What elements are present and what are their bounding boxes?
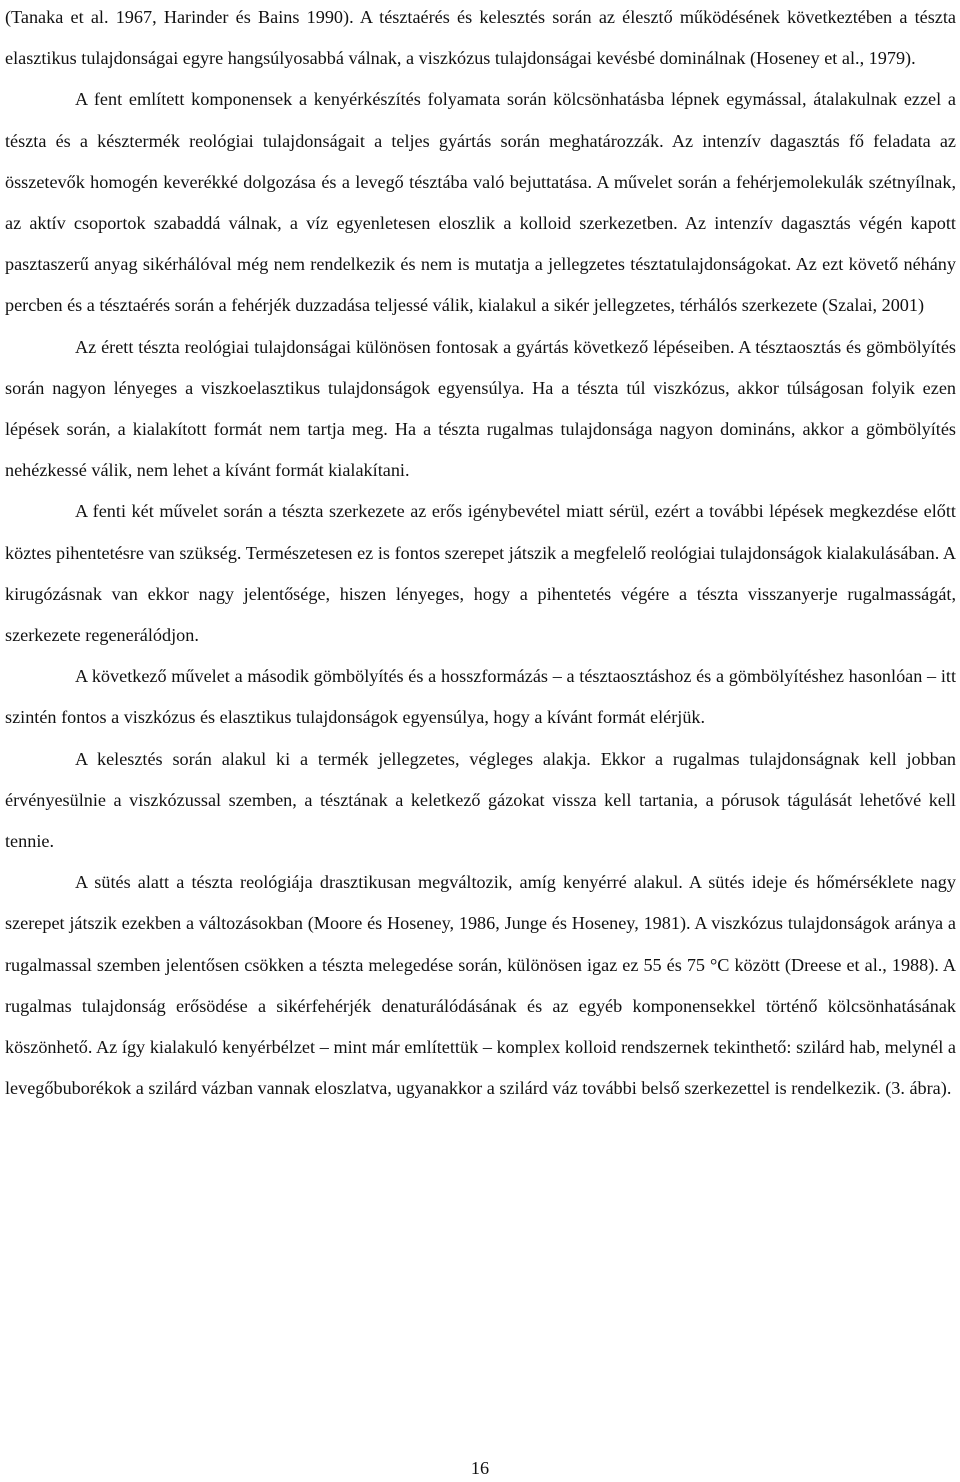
- paragraph-proofing: A kelesztés során alakul ki a termék jellegzetes, végleges alakja. Ekkor a rugalmas tulajdonságnak kell jobban érvényesülnie a viszkózussal szemben, a tésztának a keletkező gázokat vissza kell tartania, a pórusok tágulását lehetővé kell tennie.: [5, 748, 956, 852]
- paragraph-resting: A fenti két művelet során a tészta szerkezete az erős igénybevétel miatt sérül, ezért a további lépések megkezdése előtt köztes pihentetésre van szükség. Természetesen ez is fontos szerepet játszik a megfelelő reológiai tulajdonságok kialakulásában. A kirugózásnak van ekkor nagy jelentősége, hiszen lényeges, hogy a pihentetés végére a tészta visszanyerje rugalmasságát, szerkezete regenerálódjon.: [5, 501, 957, 646]
- paragraph-dividing-rounding: Az érett tészta reológiai tulajdonságai különösen fontosak a gyártás következő lépéseiben. A tésztaosztás és gömbölyítés során nagyon lényeges a viszkoelasztikus tulajdonságok egyensúlya. Ha a tészta túl viszkózus, akkor túlságosan folyik ezen lépések során, a kialakított formát nem tartja meg. Ha a tészta rugalmas tulajdonsága nagyon domináns, akkor a gömbölyítés nehézkessé válik, nem lehet a kívánt formát kialakítani.: [5, 336, 956, 481]
- paragraph-baking: A sütés alatt a tészta reológiája drasztikusan megváltozik, amíg kenyérré alakul. A sütés ideje és hőmérséklete nagy szerepet játszik ezekben a változásokban (Moore és Hoseney, 1986, Junge és Hoseney, 1981). A viszkózus tulajdonságok aránya a rugalmassal szemben jelentősen csökken a tészta melegedése során, különösen igaz ez 55 és 75 °C között (Dreese et al., 1988). A rugalmas tulajdonság erősödése a sikérfehérjék denaturálódásának és az egyéb komponensekkel történő kölcsönhatásának köszönhető. Az így kialakuló kenyérbélzet – mint már említettük – komplex kolloid rendszernek tekinthető: szilárd hab, melynél a levegőbuborékok a szilárd vázban vannak eloszlatva, ugyanakkor a szilárd váz további belső szerkezettel is rendelkezik. (3. ábra).: [5, 872, 956, 1099]
- paragraph-moulding: A következő művelet a második gömbölyítés és a hosszformázás – a tésztaosztáshoz és a gömbölyítéshez hasonlóan – itt szintén fontos a viszkózus és elasztikus tulajdonságok egyensúlya, hogy a kívánt formát elérjük.: [5, 666, 956, 728]
- paragraph-kneading: A fent említett komponensek a kenyérkészítés folyamata során kölcsönhatásba lépnek egymással, átalakulnak ezzel a tészta és a késztermék reológiai tulajdonságait a teljes gyártás során meghatározzák. Az intenzív dagasztás fő feladata az összetevők homogén keverékké dolgozása és a levegő tésztába való bejuttatása. A művelet során a fehérjemolekulák szétnyílnak, az aktív csoportok szabaddá válnak, a víz egyenletesen eloszlik a kolloid szerkezetben. Az intenzív dagasztás végén kapott pasztaszerű anyag sikérhálóval még nem rendelkezik és nem is mutatja a jellegzetes tésztatulajdonságokat. Az ezt követő néhány percben és a tésztaérés során a fehérjék duzzadása teljessé válik, kialakul a sikér jellegzetes, térhálós szerkezete (Szalai, 2001): [5, 89, 956, 316]
- page-number: 16: [470, 1458, 490, 1478]
- document-page: [5, 0, 956, 1109]
- paragraph-continuation: (Tanaka et al. 1967, Harinder és Bains 1990). A tésztaérés és kelesztés során az élesztő működésének következtében a tészta elasztikus tulajdonságai egyre hangsúlyosabbá válnak, a viszkózus tulajdonságai kevésbé dominálnak (Hoseney et al., 1979).: [5, 7, 956, 69]
